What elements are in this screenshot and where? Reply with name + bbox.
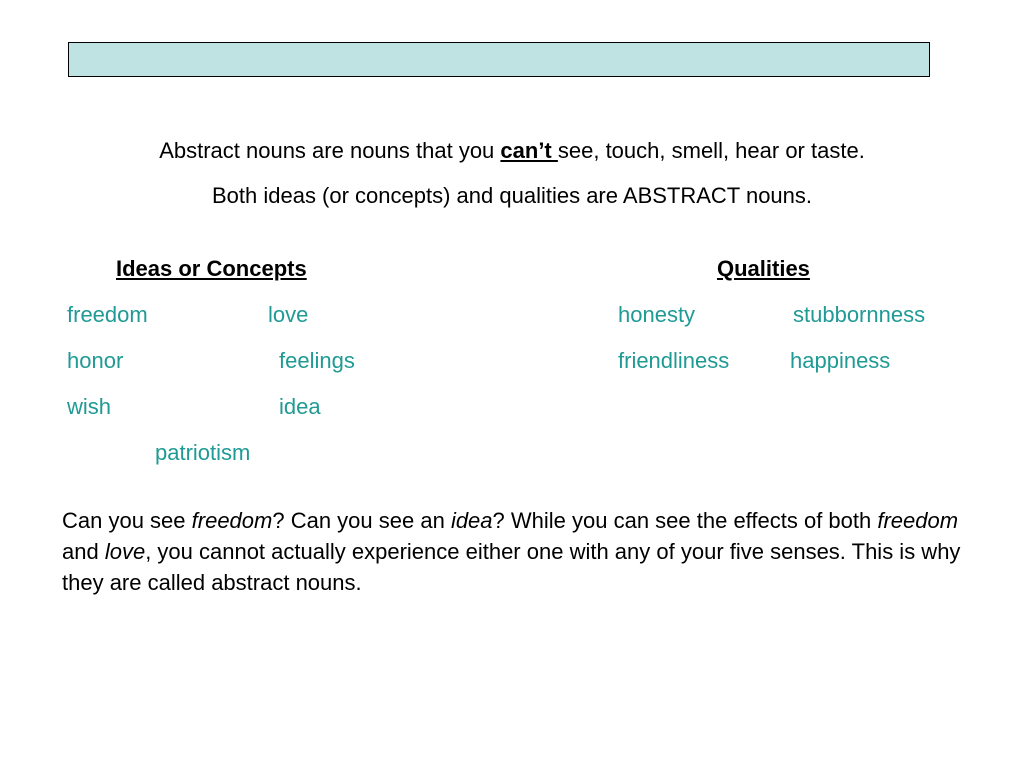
quality-word: happiness — [790, 348, 891, 373]
title-placeholder-bar — [68, 42, 930, 77]
quality-word: honesty — [618, 302, 696, 327]
qualities-heading: Qualities — [717, 256, 810, 281]
para-italic-idea: idea — [450, 508, 493, 533]
idea-word: patriotism — [155, 440, 251, 465]
idea-word: love — [268, 302, 309, 327]
para-text: Can you see — [62, 508, 192, 533]
quality-word: stubbornness — [793, 302, 926, 327]
para-italic-freedom: freedom — [191, 508, 273, 533]
para-italic-freedom: freedom — [877, 508, 959, 533]
intro-line-2: Both ideas (or concepts) and qualities are ABSTRACT nouns. — [211, 183, 813, 208]
explanation-paragraph — [62, 505, 962, 598]
intro-emphasis-cant: can’t — [500, 138, 558, 163]
para-italic-love: love — [104, 539, 146, 564]
intro-text-before: Abstract nouns are nouns that you — [159, 138, 501, 163]
para-text: ? Can you see an — [272, 508, 451, 533]
intro-text-after: see, touch, smell, hear or taste. — [557, 138, 865, 163]
idea-word: feelings — [279, 348, 355, 373]
para-text: ? While you can see the effects of both — [492, 508, 878, 533]
para-text: , you cannot actually experience either one with any of your five senses. This is why they are called abstract nouns. — [62, 539, 961, 595]
intro-line-1 — [0, 138, 1024, 164]
para-text: and — [62, 539, 105, 564]
idea-word: honor — [67, 348, 124, 373]
idea-word: wish — [67, 394, 112, 419]
ideas-heading: Ideas or Concepts — [116, 256, 307, 281]
quality-word: friendliness — [618, 348, 730, 373]
idea-word: freedom — [67, 302, 148, 327]
idea-word: idea — [279, 394, 321, 419]
